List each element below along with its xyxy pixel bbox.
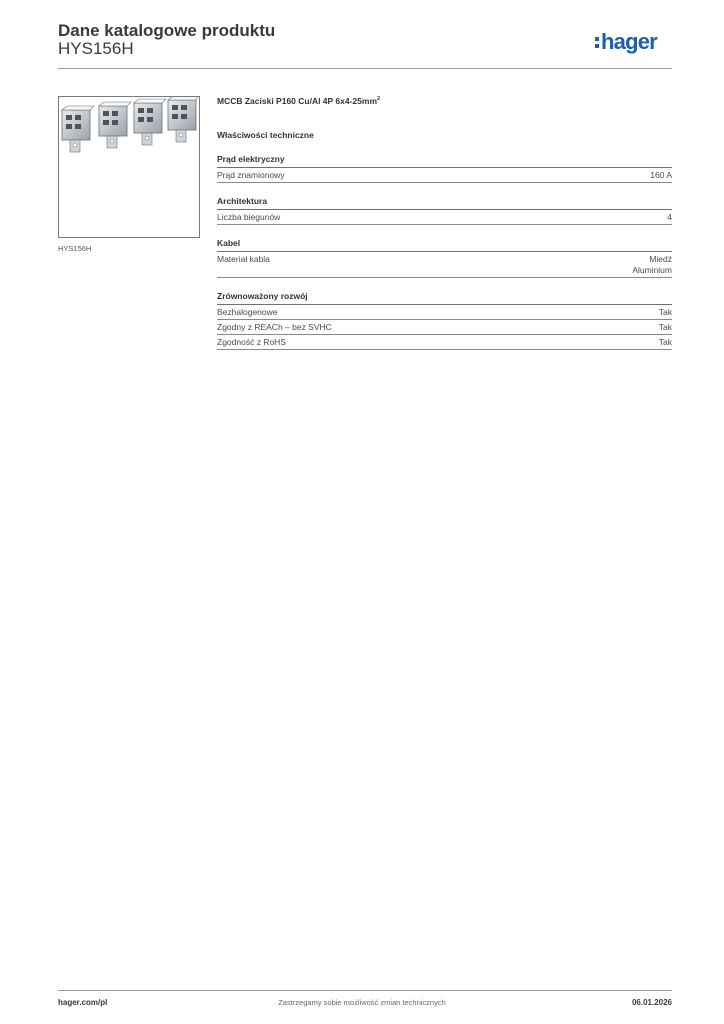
- page-title: Dane katalogowe produktu: [58, 21, 276, 40]
- group-title-electric-current: Prąd elektryczny: [217, 154, 285, 164]
- product-name-superscript: 2: [377, 96, 381, 103]
- footer-date: 06.01.2026: [631, 998, 672, 1007]
- row-label: Prąd znamionowy: [217, 170, 285, 180]
- row-divider: [217, 224, 672, 225]
- table-row: [217, 307, 672, 317]
- footer-divider: [58, 990, 672, 991]
- row-value: Tak: [658, 307, 672, 317]
- row-value: Aluminium: [632, 265, 672, 275]
- product-name: [217, 96, 672, 106]
- row-value: Tak: [658, 322, 672, 332]
- product-name-text: MCCB Zaciski P160 Cu/Al 4P 6x4-25mm: [217, 96, 377, 106]
- group-title-sustainability: Zrównoważony rozwój: [217, 291, 308, 301]
- row-value: Miedź: [649, 254, 672, 264]
- row-divider: [217, 334, 672, 335]
- terminal-block-3: [134, 99, 166, 145]
- product-code-title: HYS156H: [58, 39, 134, 58]
- table-row: [217, 322, 672, 332]
- logo-text: hager: [601, 29, 657, 54]
- logo-dot-bottom: [595, 44, 599, 48]
- terminal-blocks-product-image: [59, 97, 199, 237]
- row-label: Materiał kabla: [217, 254, 270, 264]
- table-row: [217, 170, 672, 180]
- header-divider: [58, 68, 672, 69]
- product-details: [217, 96, 672, 350]
- row-label: Liczba biegunów: [217, 212, 281, 222]
- group-title-cable: Kabel: [217, 238, 241, 248]
- logo-dot-top: [595, 37, 599, 41]
- group-divider: [217, 167, 672, 168]
- row-label: Zgodność z RoHS: [217, 337, 286, 347]
- hager-logo: [594, 28, 674, 56]
- group-title-architecture: Architektura: [217, 196, 268, 206]
- table-row: [217, 337, 672, 347]
- terminal-block-1: [62, 106, 94, 152]
- row-divider: [217, 277, 672, 278]
- row-value-multi: [632, 254, 672, 275]
- technical-properties-heading: Właściwości techniczne: [217, 130, 314, 140]
- row-divider: [217, 319, 672, 320]
- row-divider: [217, 349, 672, 350]
- group-divider: [217, 209, 672, 210]
- product-image-frame: [58, 96, 200, 238]
- row-value: 4: [667, 212, 672, 222]
- footer-notice: Zastrzegamy sobie możliwość zmian technicznych: [278, 998, 446, 1007]
- terminal-block-2: [99, 102, 131, 148]
- row-value: 160 A: [650, 170, 672, 180]
- row-label: Zgodny z REACh – bez SVHC: [217, 322, 332, 332]
- footer-website-link[interactable]: hager.com/pl: [58, 998, 108, 1007]
- row-divider: [217, 182, 672, 183]
- image-caption: HYS156H: [58, 244, 92, 253]
- terminal-block-4: [168, 97, 198, 142]
- row-label: Bezhalogenowe: [217, 307, 278, 317]
- row-value: Tak: [658, 337, 672, 347]
- table-row: [217, 254, 672, 275]
- group-divider: [217, 251, 672, 252]
- group-divider: [217, 304, 672, 305]
- table-row: [217, 212, 672, 222]
